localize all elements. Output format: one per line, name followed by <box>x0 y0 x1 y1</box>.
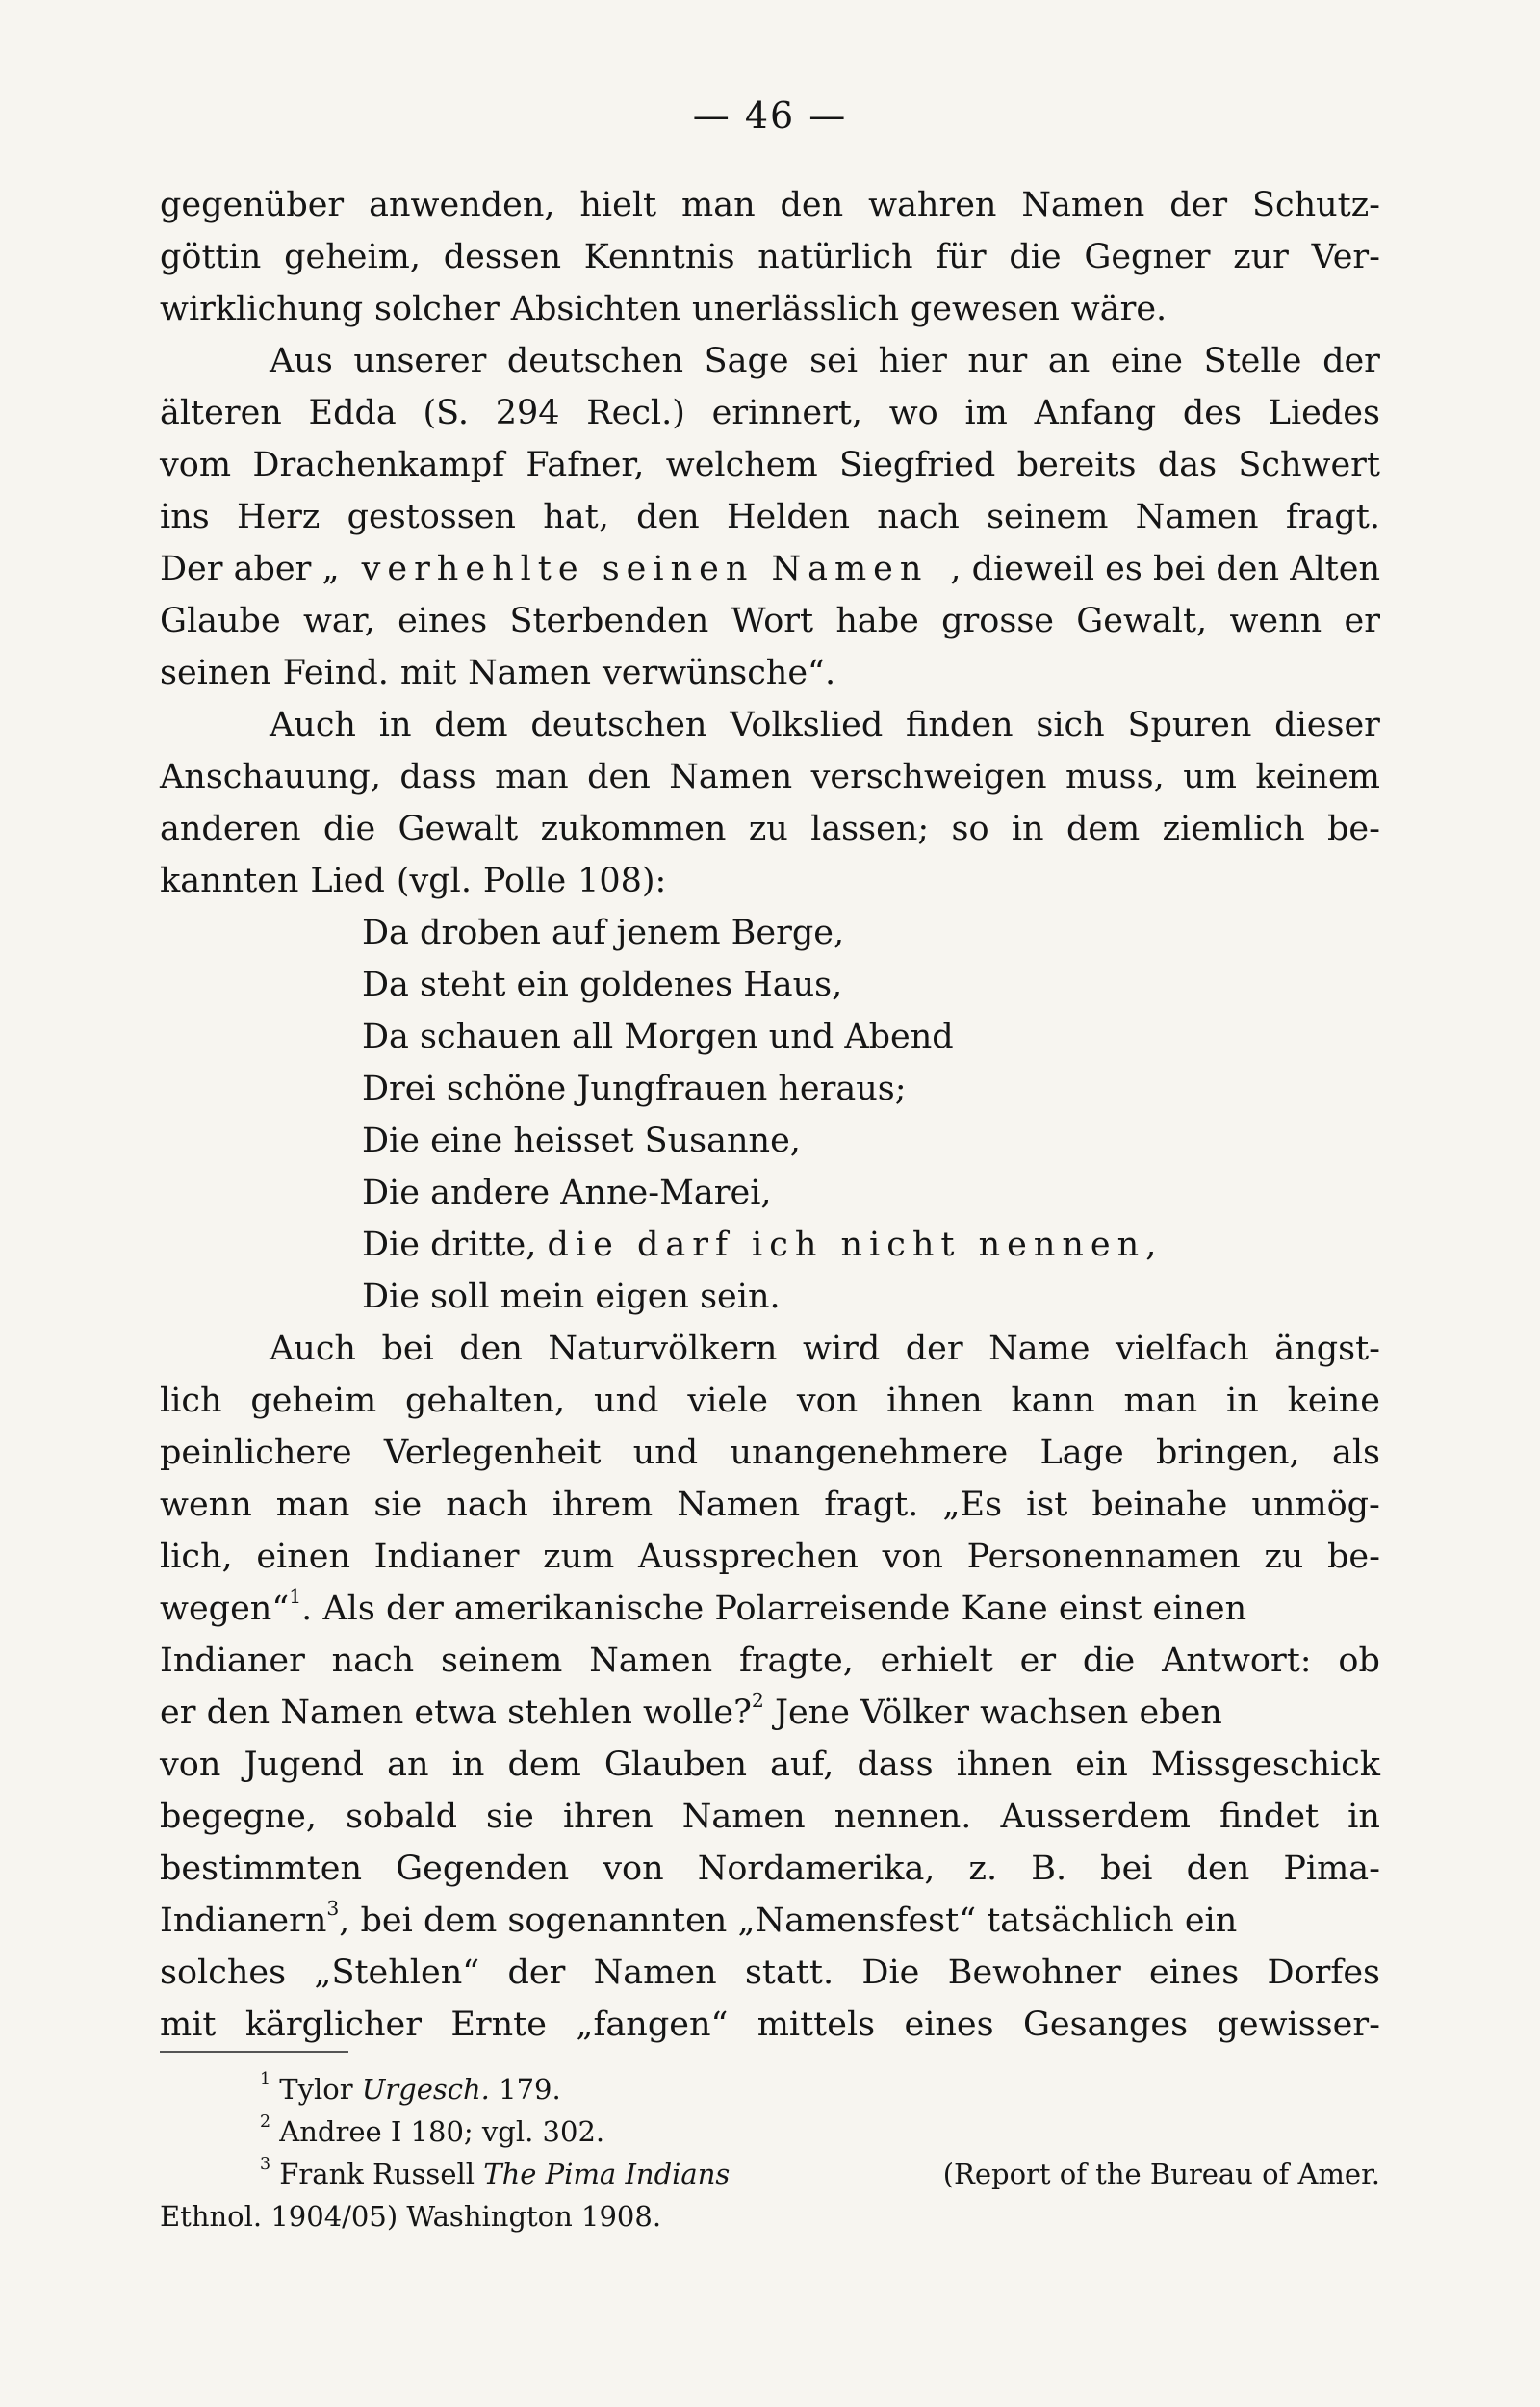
word: Indianer <box>373 1538 520 1576</box>
word: Auch <box>270 1330 356 1368</box>
word: kann <box>1011 1382 1095 1420</box>
word: Dorfes <box>1267 1954 1380 1992</box>
word: bringen, <box>1156 1434 1300 1472</box>
word: Lage <box>1040 1434 1124 1472</box>
word: deutschen <box>506 342 683 380</box>
word: „Es <box>942 1486 1003 1524</box>
word: den <box>780 186 844 224</box>
text-line-footnote-ref <box>160 1687 1380 1739</box>
word: wo <box>888 394 938 432</box>
word: zukommen <box>540 810 727 848</box>
word: deutschen <box>530 706 707 744</box>
word: seinem <box>987 498 1109 536</box>
word: der <box>1322 342 1380 380</box>
word: unerlässlich <box>691 290 899 328</box>
word: peinlichere <box>160 1434 352 1472</box>
text-line <box>160 751 1380 803</box>
word: als <box>1331 1434 1380 1472</box>
word: ihnen <box>956 1746 1053 1784</box>
word: für <box>936 238 987 276</box>
word: Liedes <box>1268 394 1380 432</box>
word: Namen <box>681 1798 806 1836</box>
word: Die <box>861 1954 920 1992</box>
word: Gewalt <box>398 810 519 848</box>
word: vielfach <box>1115 1330 1249 1368</box>
word: welchem <box>665 446 818 484</box>
word: sobald <box>346 1798 457 1836</box>
text-line <box>160 179 1380 231</box>
line-segment: , <box>1145 1226 1157 1264</box>
footnote-title: The Pima Indians <box>483 2158 731 2190</box>
text-line <box>160 335 1380 387</box>
text-line-spaced <box>160 543 1380 595</box>
word: das <box>1157 446 1218 484</box>
word: Polle <box>482 862 567 900</box>
word: Aussprechen <box>637 1538 859 1576</box>
word: so <box>951 810 989 848</box>
word: in <box>451 1746 485 1784</box>
text-line <box>160 1479 1380 1531</box>
word: fragte, <box>738 1642 854 1680</box>
footnote-3: $^3$ Frank Russell The Pima Indians (Report of the Bureau of Amer. <box>260 2155 1380 2190</box>
word: älteren <box>160 394 282 432</box>
word: grosse <box>941 602 1054 640</box>
word: Missgeschick <box>1150 1746 1380 1784</box>
word: einen <box>256 1538 351 1576</box>
word: begegne, <box>160 1798 318 1836</box>
word: Wort <box>731 602 814 640</box>
text-line <box>160 1427 1380 1479</box>
word: Volkslied <box>730 706 884 744</box>
word: man <box>1123 1382 1198 1420</box>
word: Namen <box>468 654 592 692</box>
word: Spuren <box>1127 706 1252 744</box>
footnote-title: Urgesch. <box>361 2073 490 2106</box>
word: mit <box>399 654 457 692</box>
word: Absichten <box>510 290 681 328</box>
text-line <box>160 647 1380 699</box>
word: lassen; <box>810 810 930 848</box>
word: fragt. <box>1285 498 1380 536</box>
word: hat, <box>543 498 609 536</box>
word: eine <box>1110 342 1184 380</box>
word: Bewohner <box>947 1954 1121 1992</box>
text-line <box>160 1843 1380 1895</box>
word: zum <box>543 1538 615 1576</box>
word: eines <box>1149 1954 1240 1992</box>
word: sie <box>486 1798 534 1836</box>
word: geheim <box>250 1382 377 1420</box>
text-line <box>160 1531 1380 1583</box>
word: keinem <box>1255 758 1380 796</box>
word: an <box>387 1746 429 1784</box>
word: von <box>796 1382 859 1420</box>
word: kärglicher <box>244 2006 422 2044</box>
text-line <box>160 283 1380 335</box>
word: Namen <box>593 1954 717 1992</box>
spaced-emphasis: verhehlte seinen Namen <box>361 550 929 588</box>
word: finden <box>906 706 1014 744</box>
word: „fangen“ <box>576 2006 729 2044</box>
word: Gegner <box>1084 238 1211 276</box>
word: 108): <box>578 862 667 900</box>
word: Namen <box>1135 498 1259 536</box>
text-line-footnote-ref <box>160 1895 1380 1947</box>
text-line <box>160 699 1380 751</box>
word: statt. <box>744 1954 834 1992</box>
word: Glaube <box>160 602 281 640</box>
word: hier <box>878 342 947 380</box>
word: Siegfried <box>839 446 996 484</box>
word: bei <box>381 1330 434 1368</box>
word: Stelle <box>1203 342 1302 380</box>
word: (vgl. <box>396 862 472 900</box>
word: Feind. <box>282 654 389 692</box>
word: war, <box>302 602 375 640</box>
word: geheim, <box>284 238 421 276</box>
word: natürlich <box>757 238 913 276</box>
text-line <box>160 491 1380 543</box>
word: Recl.) <box>586 394 685 432</box>
word: an <box>1047 342 1091 380</box>
word: Auch <box>270 706 356 744</box>
text-line-footnote-ref <box>160 1583 1380 1635</box>
word: in <box>1011 810 1044 848</box>
word: ihren <box>562 1798 654 1836</box>
word: Schutz- <box>1251 186 1380 224</box>
footnote-mark: 3 <box>260 2155 271 2175</box>
word: findet <box>1219 1798 1320 1836</box>
word: „Stehlen“ <box>314 1954 480 1992</box>
word: ins <box>160 498 210 536</box>
word: Antwort: <box>1162 1642 1312 1680</box>
word: z. <box>968 1850 998 1888</box>
footnote-3-continued: Ethnol. 1904/05) Washington 1908. <box>160 2200 662 2233</box>
word: im <box>964 394 1008 432</box>
line-segment: , dieweil es bei den Alten <box>950 550 1380 588</box>
word: seinem <box>441 1642 563 1680</box>
word: eines <box>904 2006 994 2044</box>
word: und <box>594 1382 659 1420</box>
text-line <box>160 1947 1380 1999</box>
word: zu <box>748 810 788 848</box>
word: Nordamerika, <box>697 1850 936 1888</box>
word: Anfang <box>1034 394 1157 432</box>
word: eines <box>398 602 488 640</box>
text-line <box>160 1739 1380 1791</box>
word: Indianer <box>160 1642 305 1680</box>
word: der <box>1169 186 1228 224</box>
word: um <box>1183 758 1237 796</box>
word: erinnert, <box>711 394 862 432</box>
word: verwünsche“. <box>602 654 836 692</box>
word: den <box>587 758 651 796</box>
poem-verse <box>160 907 1380 1323</box>
word: be- <box>1326 1538 1380 1576</box>
word: wäre. <box>1070 290 1168 328</box>
text-line <box>160 1375 1380 1427</box>
word: er <box>1019 1642 1057 1680</box>
word: Glauben <box>603 1746 748 1784</box>
word: Drachenkampf <box>252 446 505 484</box>
word: wenn <box>160 1486 252 1524</box>
word: und <box>632 1434 699 1472</box>
verse-line: Da droben auf jenem Berge, <box>362 914 845 952</box>
word: gegenüber <box>160 186 345 224</box>
word: Sage <box>704 342 789 380</box>
footnote-mark: 1 <box>260 2070 271 2090</box>
word: gewisser- <box>1217 2006 1380 2044</box>
word: ob <box>1338 1642 1380 1680</box>
word: die <box>322 810 376 848</box>
word: unangenehmere <box>730 1434 1009 1472</box>
word: ein <box>1075 1746 1128 1784</box>
word: Fafner, <box>526 446 645 484</box>
word: mittels <box>757 2006 876 2044</box>
word: der <box>905 1330 963 1368</box>
word: den <box>459 1330 523 1368</box>
word: Namen <box>669 758 793 796</box>
footnote-ref: 1 <box>289 1584 302 1608</box>
text-line <box>160 1791 1380 1843</box>
line-segment: Die dritte, <box>362 1226 548 1264</box>
verse-line-spaced <box>362 1219 1380 1271</box>
word: 294 <box>495 394 560 432</box>
word: zur <box>1233 238 1289 276</box>
footnote-divider <box>160 2051 348 2053</box>
word: von <box>160 1746 221 1784</box>
word: bereits <box>1016 446 1137 484</box>
word: ihrem <box>552 1486 654 1524</box>
word: vom <box>160 446 232 484</box>
word: Pima- <box>1283 1850 1380 1888</box>
word: sich <box>1036 706 1105 744</box>
word: dem <box>1065 810 1141 848</box>
word: die <box>1082 1642 1136 1680</box>
verse-line: Die eine heisset Susanne, <box>362 1122 801 1160</box>
word: keine <box>1287 1382 1380 1420</box>
verse-line: Drei schöne Jungfrauen heraus; <box>362 1070 907 1108</box>
word: in <box>1348 1798 1380 1836</box>
footnote-2: $^2$ Andree I 180; vgl. 302. <box>260 2112 605 2148</box>
word: Gesanges <box>1022 2006 1189 2044</box>
word: solches <box>160 1954 287 1992</box>
word: dessen <box>443 238 562 276</box>
word: nur <box>967 342 1028 380</box>
word: B. <box>1031 1850 1067 1888</box>
body-text <box>160 179 1380 2051</box>
word: habe <box>835 602 919 640</box>
text-line <box>160 595 1380 647</box>
verse-line: Die soll mein eigen sein. <box>362 1278 781 1316</box>
text-line <box>160 387 1380 439</box>
verse-line: Die andere Anne-Marei, <box>362 1174 772 1212</box>
footnote-ref: 2 <box>751 1688 764 1712</box>
word: muss, <box>1065 758 1165 796</box>
word: er <box>1344 602 1380 640</box>
word: anderen <box>160 810 301 848</box>
word: Name <box>988 1330 1091 1368</box>
footnote-1: $^1$ Tylor Urgesch. 179. <box>260 2070 561 2106</box>
word: nach <box>877 498 960 536</box>
word: Ausserdem <box>1000 1798 1191 1836</box>
footnote-ref: 3 <box>326 1896 340 1920</box>
word: Verlegenheit <box>383 1434 602 1472</box>
word: lich <box>160 1382 222 1420</box>
word: (S. <box>423 394 470 432</box>
verse-line: Da steht ein goldenes Haus, <box>362 966 843 1004</box>
line-segment: er den Namen etwa stehlen wolle?$^2$ Jene Völker wachsen eben <box>160 1688 1222 1732</box>
word: dem <box>507 1746 581 1784</box>
word: sie <box>373 1486 423 1524</box>
word: Anschauung, <box>160 758 381 796</box>
word: zu <box>1264 1538 1304 1576</box>
word: Namen <box>589 1642 713 1680</box>
word: hielt <box>579 186 657 224</box>
text-line <box>160 1323 1380 1375</box>
word: des <box>1182 394 1242 432</box>
word: die <box>1009 238 1062 276</box>
word: nach <box>446 1486 528 1524</box>
word: Sterbenden <box>509 602 709 640</box>
word: bei <box>1100 1850 1153 1888</box>
word: beinahe <box>1091 1486 1228 1524</box>
word: gewesen <box>910 290 1060 328</box>
word: erhielt <box>880 1642 993 1680</box>
line-segment: Der aber „ <box>160 550 340 588</box>
word: Kenntnis <box>583 238 735 276</box>
word: wird <box>802 1330 881 1368</box>
line-segment: Indianern$^3$, bei dem sogenannten „Namensfest“ tatsächlich ein <box>160 1896 1238 1940</box>
text-line <box>160 231 1380 283</box>
word: Ver- <box>1311 238 1380 276</box>
word: Schwert <box>1238 446 1380 484</box>
word: Aus <box>270 342 333 380</box>
word: Gegenden <box>396 1850 570 1888</box>
word: nach <box>331 1642 415 1680</box>
word: Namen <box>677 1486 801 1524</box>
line-segment: wegen“$^1$. Als der amerikanische Polarreisende Kane einst einen <box>160 1584 1247 1628</box>
word: lich, <box>160 1538 233 1576</box>
word: gestossen <box>346 498 516 536</box>
word: Personennamen <box>966 1538 1241 1576</box>
word: wirklichung <box>160 290 364 328</box>
word: nennen. <box>834 1798 972 1836</box>
word: sei <box>809 342 859 380</box>
footnotes <box>160 2068 1380 2238</box>
word: ihnen <box>886 1382 983 1420</box>
word: viele <box>687 1382 768 1420</box>
word: göttin <box>160 238 262 276</box>
word: Lied <box>310 862 385 900</box>
word: Ernte <box>450 2006 547 2044</box>
word: den <box>1186 1850 1250 1888</box>
word: in <box>1226 1382 1259 1420</box>
verse-line: Da schauen all Morgen und Abend <box>362 1018 954 1056</box>
word: Edda <box>308 394 397 432</box>
word: Jugend <box>244 1746 365 1784</box>
word: dass <box>857 1746 934 1784</box>
word: von <box>603 1850 664 1888</box>
word: be- <box>1326 810 1380 848</box>
word: Naturvölkern <box>548 1330 778 1368</box>
word: mit <box>160 2006 217 2044</box>
word: den <box>636 498 700 536</box>
word: solcher <box>374 290 500 328</box>
word: dass <box>399 758 476 796</box>
word: ist <box>1026 1486 1068 1524</box>
word: der <box>507 1954 566 1992</box>
word: ängst- <box>1274 1330 1380 1368</box>
text-line <box>160 855 1380 907</box>
text-line <box>160 439 1380 491</box>
word: auf, <box>770 1746 834 1784</box>
word: unmög- <box>1251 1486 1380 1524</box>
word: von <box>882 1538 943 1576</box>
word: verschweigen <box>810 758 1047 796</box>
word: Helden <box>726 498 851 536</box>
word: man <box>681 186 756 224</box>
word: Gewalt, <box>1076 602 1208 640</box>
spaced-emphasis: die darf ich nicht nennen <box>547 1226 1146 1264</box>
word: seinen <box>160 654 271 692</box>
word: dieser <box>1274 706 1380 744</box>
word: man <box>275 1486 350 1524</box>
word: wahren <box>868 186 997 224</box>
word: Namen <box>1021 186 1145 224</box>
word: fragt. <box>824 1486 919 1524</box>
text-line <box>160 1999 1380 2051</box>
text-line <box>160 1635 1380 1687</box>
word: man <box>495 758 569 796</box>
word: dem <box>434 706 508 744</box>
page-number: — 46 — <box>692 94 848 137</box>
word: unserer <box>353 342 487 380</box>
word: in <box>378 706 412 744</box>
word: Herz <box>236 498 321 536</box>
text-line <box>160 803 1380 855</box>
footnote-mark: 2 <box>260 2112 271 2133</box>
word: wenn <box>1229 602 1322 640</box>
word: gehalten, <box>405 1382 566 1420</box>
word: bestimmten <box>160 1850 363 1888</box>
word: ziemlich <box>1162 810 1305 848</box>
word: kannten <box>160 862 299 900</box>
word: anwenden, <box>369 186 555 224</box>
